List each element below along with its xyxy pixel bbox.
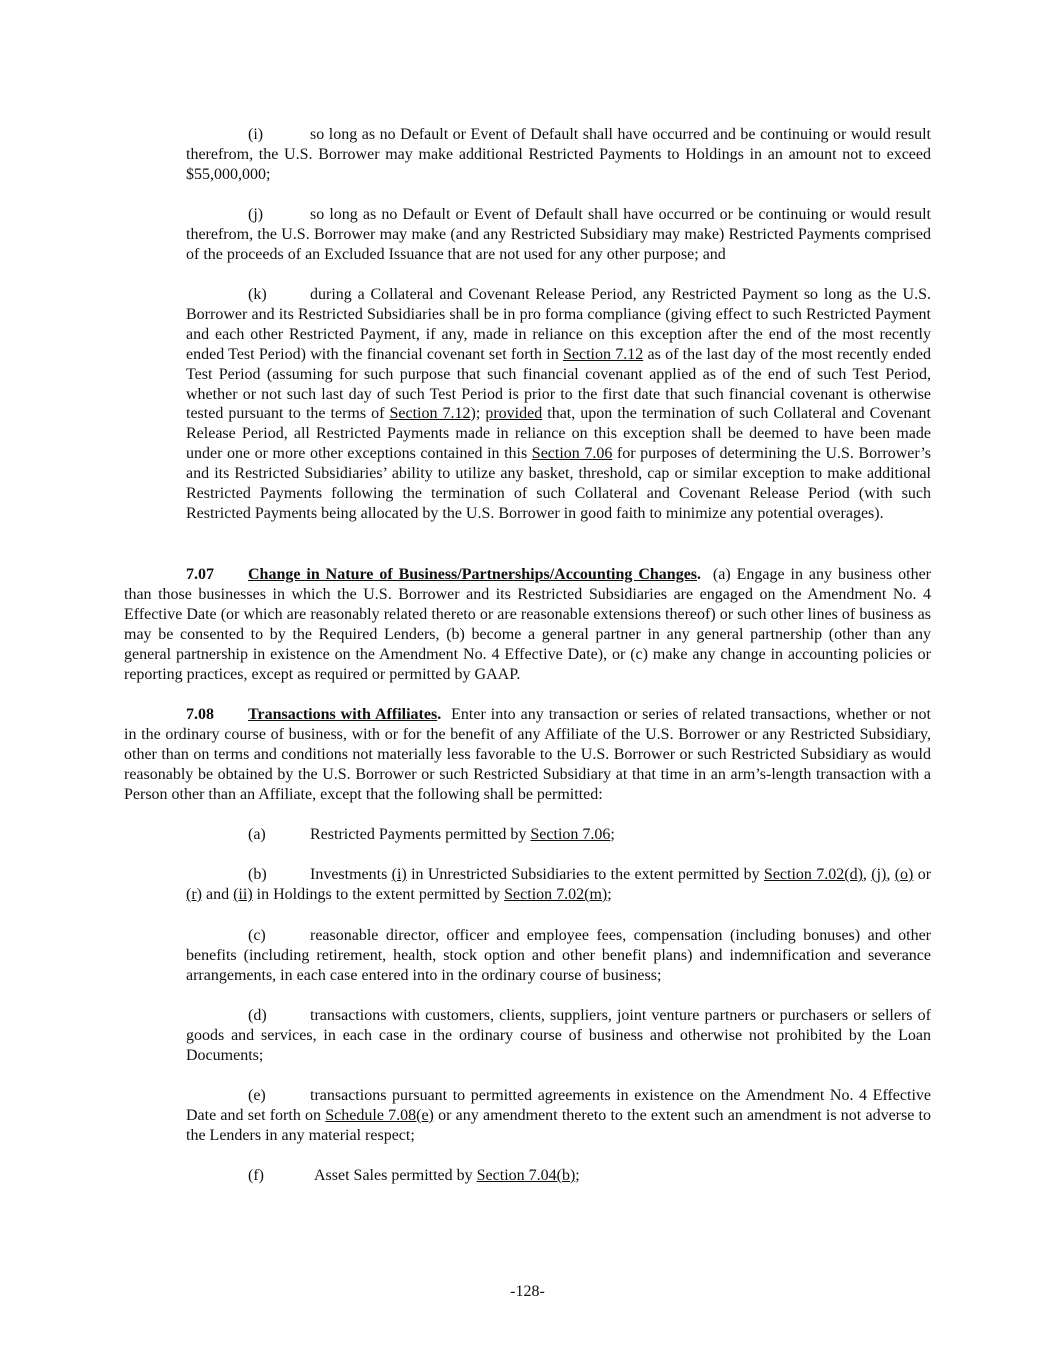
section-reference: Section 7.12 — [389, 405, 471, 423]
clause-text: transactions with customers, clients, suppliers, joint venture partners or purchasers or sellers of goods and services, in each case in the ordinary course of business and otherwise not prohibited by the Loan Documents; — [186, 1007, 931, 1064]
clause-label: (k) — [248, 286, 267, 303]
clause-label: (e) — [248, 1087, 266, 1104]
clause-text: for purposes of determining the U.S. Borrower’s and its Restricted Subsidiaries’ ability to utilize any basket, threshold, cap or similar exception to make additional Restricted Payments following the termination of such Collateral and Covenant Release Period (with such Restricted Payments being allocated by the U.S. Borrower in good faith to minimize any potential overages). — [186, 445, 932, 522]
clause-label: (i) — [248, 126, 264, 143]
section-reference: (j) — [871, 866, 887, 883]
clause-text: ); — [470, 405, 486, 423]
clause-j — [186, 205, 931, 265]
clause-i — [186, 125, 931, 185]
clause-k — [186, 285, 931, 524]
clause-label: (b) — [248, 866, 267, 883]
item-d — [186, 1006, 931, 1066]
clause-text: ; — [575, 1167, 580, 1184]
item-e — [186, 1086, 931, 1146]
clause-text: in Holdings to the extent permitted by — [252, 885, 505, 903]
clause-text: so long as no Default or Event of Default shall have occurred and be continuing or would result therefrom, the U.S. Borrower may make additional Restricted Payments to Holdings in an amount not to exceed $55,000,000; — [186, 126, 931, 183]
clause-text: Investments — [310, 866, 392, 883]
section-heading: Transactions with Affiliates — [248, 706, 438, 723]
clause-label: (j) — [248, 206, 264, 223]
clause-text: ; — [610, 826, 615, 843]
clause-label: (c) — [248, 927, 266, 944]
clause-label: (a) — [248, 826, 266, 843]
clause-text: reasonable director, officer and employee fees, compensation (including bonuses) and other benefits (including retirement, health, stock option and other benefit plans) and indemnification and severance arrangements, in each case entered into in the ordinary course of business; — [186, 927, 931, 984]
section-number: 7.07 — [186, 566, 214, 583]
section-7-07: 7.07 Change in Nature of Business/Partnerships/Accounting Changes. (a) Engage in any business other than those businesses in which the U.S. Borrower and its Restricted Subsidiaries are engaged on the Amendment No. 4 Effective Date (or which are reasonably related thereto or are reasonable extensions thereof) or such other lines of business as may be consented to by the Required Lenders, (b) become a general partner in any general partnership (other than any general partnership in existence on the Amendment No. 4 Effective Date), or (c) make any change in accounting policies or reporting practices, except as required or permitted by GAAP. — [124, 566, 932, 683]
section-reference: (i) — [391, 866, 407, 883]
clause-text: , — [886, 866, 895, 883]
clause-text: that, upon the termination of such Collateral and Covenant Release Period, all Restricted Payments made in reliance on this exception shall be deemed to have been made under one or more other exceptions contained in this — [186, 405, 931, 463]
item-b — [186, 865, 931, 905]
clause-text: ; — [607, 885, 612, 903]
schedule-reference: Schedule 7.08(e) — [325, 1106, 434, 1124]
clause-text: or any amendment thereto to the extent such an amendment is not adverse to the Lenders in any material respect; — [186, 1106, 931, 1144]
section-reference: (r) — [186, 885, 202, 903]
item-c — [186, 926, 931, 986]
section-reference: (o) — [894, 866, 914, 883]
clause-text: , — [862, 866, 872, 883]
section-reference: Section 7.04(b) — [476, 1167, 576, 1184]
section-reference: Section 7.02(m) — [504, 885, 608, 903]
clause-text: and — [201, 885, 234, 903]
clause-text: as of the last day of the most recently ended Test Period (assuming for such purpose that such financial covenant applied as of the end of such Test Period, whether or not such last day of such Test Period is prior to the first date that such financial covenant is otherwise tested pursuant to the terms of — [186, 345, 931, 423]
section-body: (a) Engage in any business other than those businesses in which the U.S. Borrower and its Restricted Subsidiaries are engaged on the Amendment No. 4 Effective Date (or which are reasonably related thereto or are reasonable extensions thereof) or such other lines of business as may be consented to by the Required Lenders, (b) become a general partner in any general partnership (other than any general partnership in existence on the Amendment No. 4 Effective Date), or (c) make any change in accounting policies or reporting practices, except as required or permitted by GAAP. — [124, 566, 932, 683]
section-reference: Section 7.12 — [562, 345, 644, 363]
page-number: -128- — [510, 1283, 545, 1300]
section-reference: Section 7.06 — [530, 826, 611, 843]
section-reference: (ii) — [233, 885, 253, 903]
section-number: 7.08 — [186, 706, 214, 723]
clause-text: Asset Sales permitted by — [314, 1167, 477, 1184]
section-heading: Change in Nature of Business/Partnerships/Accounting Changes — [248, 566, 698, 583]
clause-text: during a Collateral and Covenant Release Period, any Restricted Payment so long as the U.S. Borrower and its Restricted Subsidiaries shall be in pro forma compliance (giving effect to such Restricted Payment and each other Restricted Payment, if any, made in reliance on this exception after the end of the most recently ended Test Period) with the financial covenant set forth in — [186, 286, 931, 363]
section-reference: Section 7.06 — [531, 445, 613, 463]
clause-text: in Unrestricted Subsidiaries to the extent permitted by — [406, 866, 764, 883]
item-a — [186, 825, 931, 845]
clause-text: so long as no Default or Event of Default shall have occurred or be continuing or would result therefrom, the U.S. Borrower may make (and any Restricted Subsidiary may make) Restricted Payments comprised of the proceeds of an Excluded Issuance that are not used for any other purpose; and — [186, 206, 931, 263]
section-body: Enter into any transaction or series of related transactions, whether or not in the ordinary course of business, with or for the benefit of any Affiliate of the U.S. Borrower or any Restricted Subsidiary, other than on terms and conditions not materially less favorable to the U.S. Borrower or such Restricted Subsidiary as would reasonably be obtained by the U.S. Borrower or such Restricted Subsidiary at that time in an arm’s-length transaction with a Person other than an Affiliate, except that the following shall be permitted: — [124, 706, 932, 803]
item-f — [186, 1166, 931, 1186]
clause-text: transactions pursuant to permitted agreements in existence on the Amendment No. 4 Effective Date and set forth on — [186, 1087, 931, 1124]
section-7-08: 7.08 Transactions with Affiliates. Enter into any transaction or series of related transactions, whether or not in the ordinary course of business, with or for the benefit of any Affiliate of the U.S. Borrower or any Restricted Subsidiary, other than on terms and conditions not materially less favorable to the U.S. Borrower or such Restricted Subsidiary as would reasonably be obtained by the U.S. Borrower or such Restricted Subsidiary at that time in an arm’s-length transaction with a Person other than an Affiliate, except that the following shall be permitted: — [124, 706, 932, 803]
clause-label: (d) — [248, 1007, 267, 1024]
clause-text: Restricted Payments permitted by — [310, 826, 531, 843]
provided-term: provided — [485, 405, 543, 423]
section-reference: Section 7.02(d) — [763, 866, 863, 883]
clause-label: (f) — [248, 1167, 264, 1184]
clause-text: or — [913, 866, 932, 883]
